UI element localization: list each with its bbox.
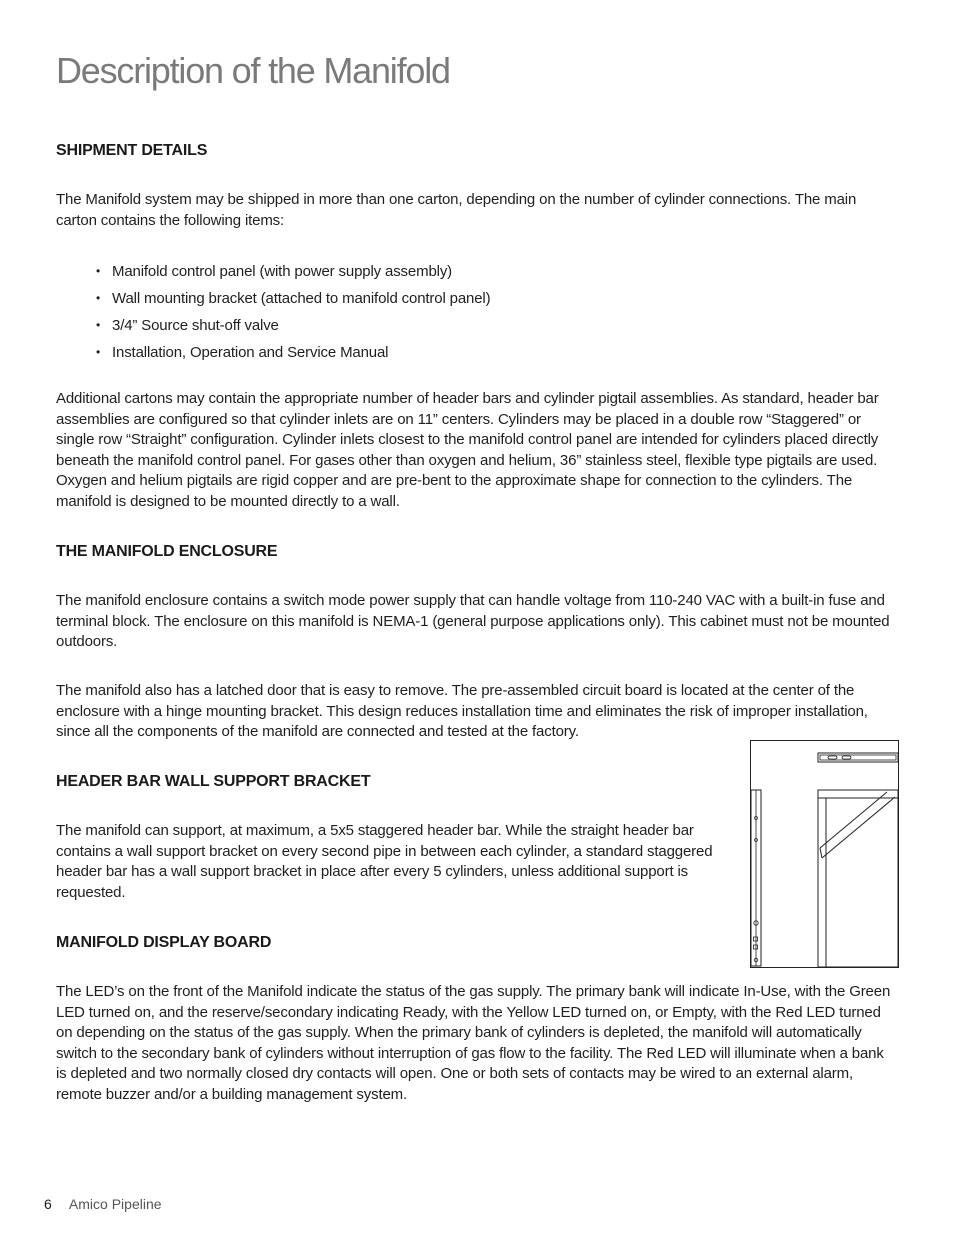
list-item: • Installation, Operation and Service Manual xyxy=(96,339,490,366)
page-footer xyxy=(44,1196,162,1212)
list-item: • 3/4” Source shut-off valve xyxy=(96,312,490,339)
display-board-heading: MANIFOLD DISPLAY BOARD xyxy=(56,934,272,951)
page-number: 6 xyxy=(44,1196,52,1212)
wall-support-bracket-heading: HEADER BAR WALL SUPPORT BRACKET xyxy=(56,773,371,790)
list-item: • Wall mounting bracket (attached to manifold control panel) xyxy=(96,285,490,312)
enclosure-paragraph-1: The manifold enclosure contains a switch mode power supply that can handle voltage from 110-240 VAC with a built-in fuse and terminal block. The enclosure on this manifold is NEMA-1 (general purpose applications only). This cabinet must not be mounted outdoors. xyxy=(56,592,890,651)
shipment-details-heading: SHIPMENT DETAILS xyxy=(56,142,208,159)
enclosure-paragraph-2: The manifold also has a latched door that is easy to remove. The pre-assembled circuit board is located at the center of the enclosure with a hinge mounting bracket. This design reduces installation time and eliminates the risk of improper installation, since all the components of the manifold are connected and tested at the factory. xyxy=(56,682,868,741)
display-board-paragraph: The LED’s on the front of the Manifold indicate the status of the gas supply. The primary bank will indicate In-Use, with the Green LED turned on, and the reserve/secondary indicating Ready, with the Yellow LED turned on, or Empty, with the Red LED turned on depending on the status of the gas supply. When the primary bank of cylinders is depleted, the manifold will automatically switch to the secondary bank of cylinders without interruption of gas flow to the facility. The Red LED will illuminate when a bank is depleted and two normally closed dry contacts will open. One or both sets of contacts may be wired to an external alarm, remote buzzer and/or a building management system. xyxy=(56,983,891,1103)
publication-name: Amico Pipeline xyxy=(68,1196,162,1212)
list-item: • Manifold control panel (with power supply assembly) xyxy=(96,258,490,285)
manifold-enclosure-heading: THE MANIFOLD ENCLOSURE xyxy=(56,543,278,560)
carton-items-list xyxy=(96,258,490,366)
wall-support-bracket-drawing xyxy=(750,740,899,968)
wall-support-bracket-paragraph: The manifold can support, at maximum, a 5x5 staggered header bar. While the straight header bar contains a wall support bracket on every second pipe in between each cylinder, a standard staggered header bar has a wall support bracket in place after every 5 cylinders, unless additional support is requested. xyxy=(56,822,713,901)
shipment-intro-paragraph: The Manifold system may be shipped in more than one carton, depending on the number of cylinder connections. The main carton contains the following items: xyxy=(56,191,857,229)
additional-cartons-paragraph: Additional cartons may contain the appropriate number of header bars and cylinder pigtail assemblies. As standard, header bar assemblies are configured so that cylinder inlets are on 11” centers. Cylinders may be placed in a double row “Staggered” or single row “Straight” configuration. Cylinder inlets closest to the manifold control panel are intended for cylinders placed directly beneath the manifold control panel. For gases other than oxygen and helium, 36” stainless steel, flexible type pigtails are used. Oxygen and helium pigtails are rigid copper and are pre-bent to the approximate shape for connection to the cylinders. The manifold is designed to be mounted directly to a wall. xyxy=(56,390,879,510)
page-title: Description of the Manifold xyxy=(56,50,450,91)
